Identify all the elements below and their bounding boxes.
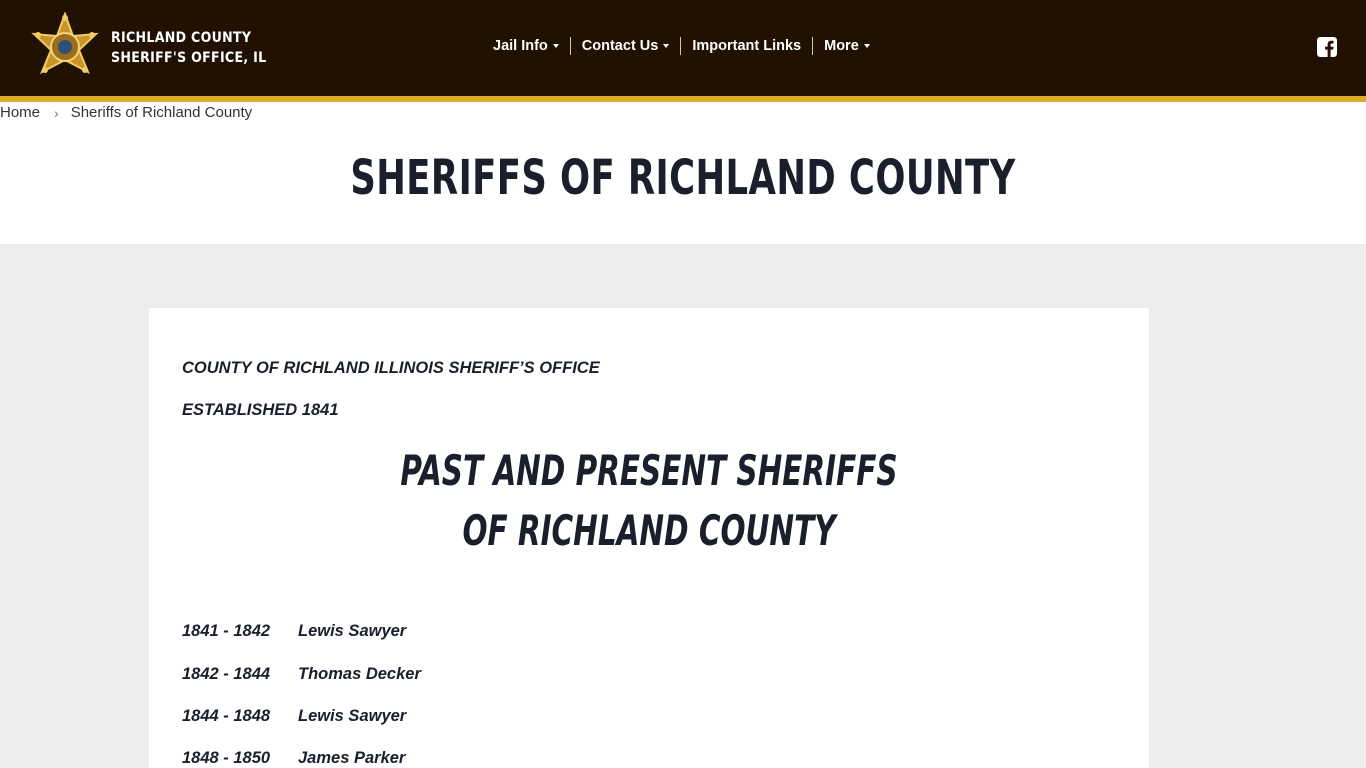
nav-label: Contact Us [581, 38, 659, 54]
sheriffs-heading-line-1: PAST AND PRESENT SHERIFFS [400, 446, 898, 495]
site-header [0, 0, 1366, 102]
nav-jail-info[interactable] [482, 37, 570, 55]
list-item [182, 749, 405, 768]
list-item [182, 707, 406, 726]
chevron-right-icon: › [54, 104, 59, 121]
nav-contact-us[interactable] [570, 37, 681, 55]
site-brand[interactable] [111, 28, 266, 68]
main-nav [482, 35, 881, 57]
breadcrumb [0, 104, 252, 121]
brand-line-1: RICHLAND COUNTY [111, 30, 252, 46]
nav-label: Important Links [692, 38, 802, 54]
facebook-icon[interactable] [1317, 37, 1337, 57]
caret-down-icon [553, 44, 559, 48]
nav-more[interactable] [812, 37, 881, 55]
office-name: COUNTY OF RICHLAND ILLINOIS SHERIFF’S OFFICE [182, 359, 600, 377]
content-card [149, 308, 1149, 768]
sheriff-name: James Parker [298, 749, 406, 767]
breadcrumb-current: Sheriffs of Richland County [70, 104, 253, 121]
breadcrumb-home-link[interactable]: Home [0, 104, 41, 121]
established-text: ESTABLISHED 1841 [182, 401, 339, 419]
sheriff-name: Lewis Sawyer [298, 707, 407, 725]
nav-label: More [824, 38, 859, 54]
page-title: SHERIFFS OF RICHLAND COUNTY [350, 150, 1016, 206]
list-item [182, 665, 421, 684]
brand-line-2: SHERIFF'S OFFICE, IL [111, 50, 267, 66]
nav-important-links[interactable] [680, 37, 812, 55]
sheriff-years: 1842 - 1844 [182, 665, 271, 683]
sheriff-years: 1848 - 1850 [182, 749, 271, 767]
sheriff-years: 1841 - 1842 [182, 622, 271, 640]
sheriff-name: Thomas Decker [298, 665, 421, 683]
sheriff-star-logo-icon[interactable] [30, 12, 100, 84]
sheriff-name: Lewis Sawyer [298, 622, 407, 640]
caret-down-icon [663, 44, 669, 48]
list-item [182, 622, 406, 641]
sheriffs-heading-line-2: OF RICHLAND COUNTY [462, 506, 836, 555]
sheriff-years: 1844 - 1848 [182, 707, 271, 725]
caret-down-icon [864, 44, 870, 48]
nav-label: Jail Info [493, 38, 548, 54]
